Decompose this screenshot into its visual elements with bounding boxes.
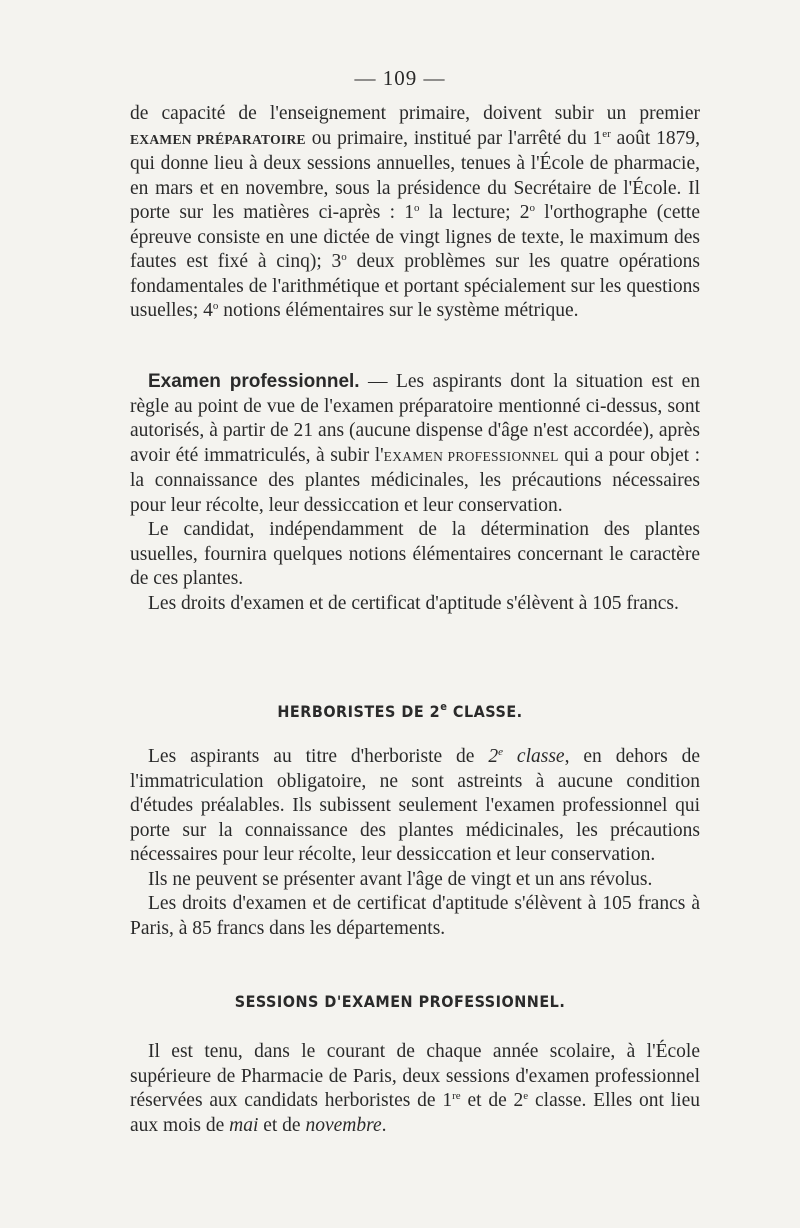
- em-number: 2: [488, 746, 499, 767]
- text-run: et de 2: [460, 1090, 524, 1111]
- paragraph-age: Ils ne peuvent se présenter avant l'âge de vingt et un ans révolus.: [148, 868, 653, 890]
- text-run: et de: [258, 1114, 306, 1136]
- herboristes-block: [130, 745, 700, 941]
- em-word: classe: [503, 746, 565, 767]
- text-run: .: [381, 1114, 387, 1136]
- text-run: classe. Elles ont lieu aux mois de: [130, 1090, 701, 1136]
- page-number: — 109 —: [354, 66, 446, 90]
- text-run: l'orthographe (cette épreuve consiste en une dictée de vingt lignes de texte, le maximum des fautes est fixé à cinq); 3: [130, 202, 700, 272]
- superscript: o: [414, 202, 420, 214]
- emphasis-novembre: novembre: [305, 1114, 382, 1136]
- paragraph-examen-professionnel-block: [130, 370, 700, 616]
- text-run: la lecture; 2: [419, 202, 530, 223]
- emphasis-classe: [488, 746, 564, 767]
- section-heading-herboristes: [0, 702, 800, 721]
- text-run: ou primaire, institué par l'arrêté du 1: [305, 127, 603, 149]
- superscript: o: [212, 300, 219, 312]
- text-run: août 1879, qui donne lieu à deux sessions annuelles, tenues à l'École de pharmacie, en mars et en novembre, sous la présidence du Secrétaire de l'École. Il porte sur les matières ci-après : 1: [130, 127, 700, 223]
- superscript: e: [440, 700, 448, 713]
- paragraph-droits-herboristes: Les droits d'examen et de certificat d'aptitude s'élèvent à 105 francs à Paris, à 85 francs dans les départements.: [130, 893, 700, 939]
- superscript: er: [602, 127, 611, 140]
- section-lead-title: Examen professionnel.: [148, 371, 360, 392]
- paragraph-aspirants: [130, 745, 700, 868]
- text-run: notions élémentaires sur le système métrique.: [218, 300, 579, 321]
- superscript: re: [452, 1090, 461, 1102]
- small-caps-term: EXAMEN PROFESSIONNEL: [383, 448, 559, 464]
- sessions-block: [130, 1040, 700, 1138]
- paragraph-droits: Les droits d'examen et de certificat d'aptitude s'élèvent à 105 francs.: [148, 592, 679, 614]
- text-run: deux problèmes sur les quatre opérations fondamentales de l'arithmétique et portant spécialement sur les questions usuelles; 4: [130, 251, 701, 321]
- section-heading-sessions: SESSIONS D'EXAMEN PROFESSIONNEL.: [234, 992, 566, 1011]
- text-run: — Les aspirants dont la situation est en règle au point de vue de l'examen préparatoire mentionné ci-dessus, sont autorisés, à partir de 21 ans (aucune dispense d'âge n'est accordée), après avoir été immatriculés, à subir l': [130, 371, 700, 466]
- superscript: o: [341, 251, 347, 263]
- emphasis-mai: mai: [229, 1114, 259, 1136]
- heading-text: HERBORISTES DE 2: [277, 702, 441, 721]
- text-run: qui a pour objet : la connaissance des plantes médicinales, les précautions nécessaires pour leur récolte, leur dessiccation et leur conservation.: [130, 444, 700, 516]
- superscript: e: [498, 746, 504, 758]
- heading-text: CLASSE.: [447, 702, 523, 721]
- text-run: Il est tenu, dans le courant de chaque année scolaire, à l'École supérieure de Pharmacie de Paris, deux sessions d'examen professionnel réservées aux candidats herboristes de 1: [130, 1041, 700, 1111]
- text-run: de capacité de l'enseignement primaire, doivent subir un premier: [130, 103, 700, 124]
- superscript: o: [529, 202, 536, 214]
- superscript: e: [523, 1090, 529, 1102]
- small-caps-term: EXAMEN PRÉPARATOIRE: [130, 131, 306, 147]
- paragraph-examen-preparatoire: [130, 102, 700, 324]
- paragraph-examen-professionnel: [130, 370, 700, 518]
- paragraph-candidat: Le candidat, indépendamment de la détermination des plantes usuelles, fournira quelques notions élémentaires concernant le caractère de ces plantes.: [130, 519, 700, 589]
- text-run: Les aspirants au titre d'herboriste de: [148, 746, 489, 767]
- paragraph-sessions: [130, 1040, 700, 1138]
- text-run: , en dehors de l'immatriculation obligatoire, ne sont astreints à aucune condition d'études préalables. Ils subissent seulement l'examen professionnel qui porte sur la connaissance des plantes médicinales, les précautions nécessaires pour leur récolte, leur dessiccation et leur conservation.: [130, 746, 700, 865]
